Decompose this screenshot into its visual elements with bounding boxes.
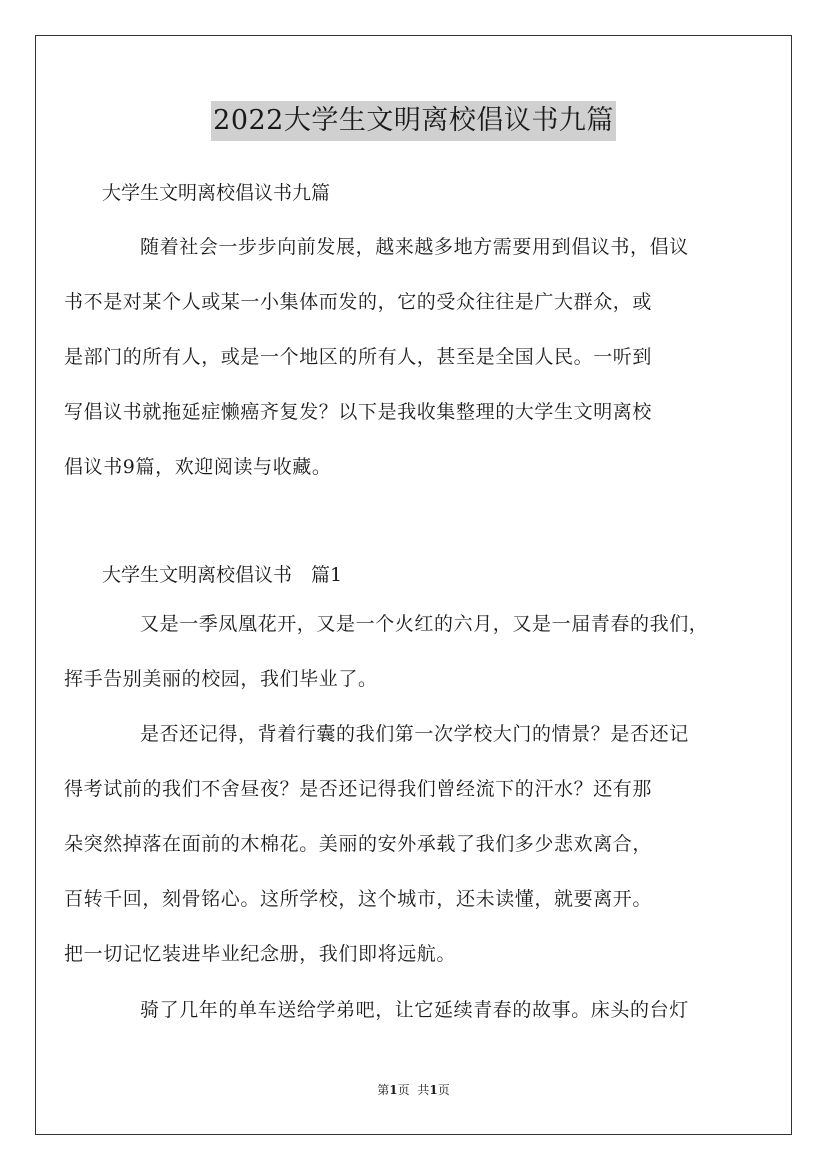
intro-paragraph <box>64 220 742 495</box>
document-title: 2022大学生文明离校倡议书九篇 <box>211 101 616 141</box>
page-label: 第 <box>377 1083 390 1097</box>
paragraph-line: 把一切记忆装进毕业纪念册，我们即将远航。 <box>64 943 457 965</box>
page-footer <box>0 1082 827 1098</box>
section1-paragraph-1 <box>64 597 742 707</box>
total-pages: 1 <box>429 1083 438 1097</box>
paragraph-line: 骑了几年的单车送给学弟吧，让它延续青春的故事。床头的台灯 <box>140 999 689 1021</box>
intro-line: 倡议书9篇，欢迎阅读与收藏。 <box>64 456 332 478</box>
intro-line: 书不是对某个人或某一小集体而发的，它的受众往往是广大群众，或 <box>64 291 653 313</box>
section1-paragraph-2 <box>64 707 742 982</box>
paragraph-line: 是否还记得，背着行囊的我们第一次学校大门的情景？是否还记 <box>140 723 689 745</box>
page-number: 1 <box>389 1083 398 1097</box>
document-subtitle: 大学生文明离校倡议书九篇 <box>102 182 331 204</box>
section1-paragraph-3 <box>102 983 742 1038</box>
intro-line: 是部门的所有人，或是一个地区的所有人，甚至是全国人民。一听到 <box>64 346 653 368</box>
paragraph-line: 得考试前的我们不舍昼夜？是否还记得我们曾经流下的汗水？还有那 <box>64 778 653 800</box>
intro-line: 写倡议书就拖延症懒癌齐复发？以下是我收集整理的大学生文明离校 <box>64 401 653 423</box>
page-unit: 页 <box>397 1083 410 1097</box>
paragraph-line: 挥手告别美丽的校园，我们毕业了。 <box>64 668 378 690</box>
paragraph-line: 又是一季凤凰花开，又是一个火红的六月，又是一届青春的我们， <box>140 613 709 635</box>
total-unit: 页 <box>437 1083 450 1097</box>
paragraph-line: 百转千回，刻骨铭心。这所学校，这个城市，还未读懂，就要离开。 <box>64 888 653 910</box>
title-container <box>0 101 827 141</box>
paragraph-line: 朵突然掉落在面前的木棉花。美丽的安外承载了我们多少悲欢离合， <box>64 833 653 855</box>
intro-line: 随着社会一步步向前发展，越来越多地方需要用到倡议书，倡议 <box>140 236 689 258</box>
section-heading: 大学生文明离校倡议书 篇1 <box>102 564 343 586</box>
total-label: 共 <box>417 1083 430 1097</box>
